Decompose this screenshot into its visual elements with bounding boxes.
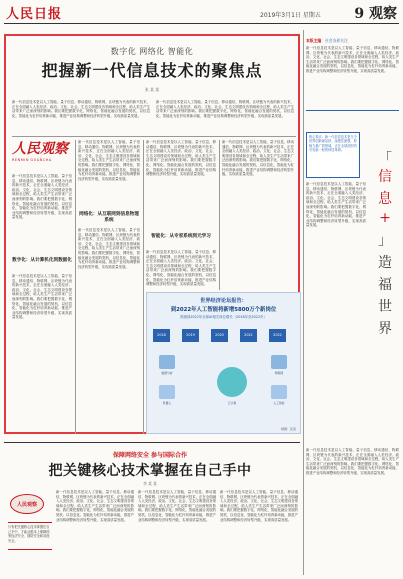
icon-caption: 云计算	[227, 401, 237, 405]
column-logo	[12, 138, 68, 170]
body-text: 新一代信息技术是以人工智能、量子信息、移动通信、物联网、区块链为代表的新兴技术，正在全面融入人类经济、政治、文化、社会、生态文明建设各领域和全过程，给人类生产生活带来广泛而深刻的影响。我们要把握数字化、网络化、智能化融合发展的契机，以信息化、智能化为杠杆培育新动能，推进产业结构调整和经济转型升级，实现高质量发展。	[12, 274, 72, 320]
subhead-digitization: 数字化：从计算机化到数据化	[12, 258, 72, 263]
main-kicker: 数字化 网络化 智能化	[110, 47, 194, 56]
bottom-byline: 李 某 某	[143, 481, 157, 486]
dateline: 2019年3月1日 星期五	[260, 12, 321, 19]
infographic-credit: 制图：张某	[280, 427, 296, 431]
main-headline: 把握新一代信息技术的聚焦点	[41, 61, 263, 80]
body-text: 新一代信息技术是以人工智能、量子信息、移动通信、物联网、区块链为代表的新兴技术，正在全面融入人类经济、政治、文化、社会、生态文明建设各领域和全过程，给人类生产生活带来广泛而深刻的影响。我们要把握数字化、网络化、智能化融合发展的契机，以信息化、智能化为杠杆培育新动能，推进产业结构调整和经济转型升级，实现高质量发展。	[146, 140, 216, 177]
slogan-char: 」	[378, 233, 392, 249]
newspaper-logo: 人民日报	[6, 7, 63, 22]
body-text: 新一代信息技术是以人工智能、量子信息、移动通信、物联网、区块链为代表的新兴技术，正在全面融入人类经济、政治、文化、社会、生态文明建设各领域和全过程，给人类生产生活带来广泛而深刻的影响。我们要把握数字化、网络化、智能化融合发展的契机，以信息化、智能化为杠杆培育新动能，推进产业结构调整和经济转型升级，实现高质量发展。	[220, 490, 298, 522]
right-header-text: ：社会各界关注	[321, 38, 348, 43]
slogan-char: 福	[378, 277, 392, 293]
body-text: 新一代信息技术是以人工智能、量子信息、移动通信、物联网、区块链为代表的新兴技术，正在全面融入人类经济、政治、文化、社会、生态文明建设各领域和全过程，给人类生产生活带来广泛而深刻的影响。我们要把握数字化、网络化、智能化融合发展的契机，以信息化、智能化为杠杆培育新动能，推进产业结构调整和经济转型升级，实现高质量发展。	[146, 250, 216, 287]
main-byline: 张 某 某	[144, 87, 160, 92]
sidebar-note: 核心观点：新一代信息技术是当今世界创新最活跃、渗透性最强、影响力最广的领域，正在全球范围内引发新一轮的科技革命。	[306, 132, 360, 178]
body-text: 新一代信息技术是以人工智能、量子信息、移动通信、物联网、区块链为代表的新兴技术，正在全面融入人类经济、政治、文化、社会、生态文明建设各领域和全过程，给人类生产生活带来广泛而深刻的影响。我们要把握数字化、网络化、智能化融合发展的契机，以信息化、智能化为杠杆培育新动能，推进产业结构调整和经济转型升级，实现高质量发展。	[78, 228, 140, 269]
main-article[interactable]	[4, 34, 300, 434]
slogan-char: 造	[378, 255, 392, 271]
body-text: 新一代信息技术是以人工智能、量子信息、移动通信、物联网、区块链为代表的新兴技术，正在全面融入人类经济、政治、文化、社会、生态文明建设各领域和全过程，给人类生产生活带来广泛而深刻的影响。我们要把握数字化、网络化、智能化融合发展的契机，以信息化、智能化为杠杆培育新动能，推进产业结构调整和经济转型升级，实现高质量发展。	[12, 174, 72, 220]
right-column-header	[306, 38, 399, 44]
body-text: 新一代信息技术是以人工智能、量子信息、移动通信、物联网、区块链为代表的新兴技术，正在全面融入人类经济、政治、文化、社会、生态文明建设各领域和全过程，给人类生产生活带来广泛而深刻的影响。我们要把握数字化、网络化、智能化融合发展的契机，以信息化、智能化为杠杆培育新动能，推进产业结构调整和经济转型升级，实现高质量发展。	[78, 140, 140, 181]
divider	[306, 110, 399, 111]
iot-icon	[271, 355, 287, 369]
year-block: 2018	[153, 329, 170, 342]
column-logo-title: 人民观察	[12, 141, 68, 157]
robot-icon	[159, 385, 175, 399]
slogan-char: 「	[378, 151, 392, 167]
slogan-char: 界	[378, 321, 392, 337]
bottom-kicker: 保障网络安全 参与国际合作	[112, 452, 188, 459]
right-header-label: 本版主编	[306, 38, 322, 43]
bottom-headline: 把关键核心技术掌握在自己手中	[48, 463, 252, 479]
bottom-logo-text: 人民观察	[16, 502, 37, 508]
ai-icon	[271, 385, 287, 399]
pull-quote: 只有把关键核心技术掌握在自己手中，才能从根本上保障国家经济安全、国防安全和其他安全。	[8, 522, 52, 550]
masthead	[4, 2, 399, 24]
slogan-char: +	[379, 210, 391, 226]
body-text: 新一代信息技术是以人工智能、量子信息、移动通信、物联网、区块链为代表的新兴技术，正在全面融入人类经济、政治、文化、社会、生态文明建设各领域和全过程，给人类生产生活带来广泛而深刻的影响。我们要把握数字化、网络化、智能化融合发展的契机，以信息化、智能化为杠杆培育新动能，推进产业结构调整和经济转型升级，实现高质量发展。	[56, 490, 134, 522]
vertical-slogan	[371, 148, 399, 448]
year-block: 2020	[211, 329, 228, 342]
year-block: 2021	[240, 329, 257, 342]
body-text: 新一代信息技术是以人工智能、量子信息、移动通信、物联网、区块链为代表的新兴技术，正在全面融入人类经济、政治、文化、社会、生态文明建设各领域和全过程，给人类生产生活带来广泛而深刻的影响。我们要把握数字化、网络化、智能化融合发展的契机，以信息化、智能化为杠杆培育新动能，推进产业结构调整和经济转型升级，实现高质量发展。	[156, 100, 294, 118]
subhead-intelligence: 智能化：从专家系统到元学习	[151, 234, 211, 239]
body-text: 新一代信息技术是以人工智能、量子信息、移动通信、物联网、区块链为代表的新兴技术，正在全面融入人类经济、政治、文化、社会、生态文明建设各领域和全过程，给人类生产生活带来广泛而深刻的影响。我们要把握数字化、网络化、智能化融合发展的契机，以信息化、智能化为杠杆培育新动能，推进产业结构调整和经济转型升级，实现高质量发展。	[306, 182, 366, 228]
icon-caption: 数据分析	[161, 371, 173, 375]
subhead-networking: 网络化：从互联网到信息物理系统	[79, 212, 139, 223]
cloud-icon	[217, 367, 247, 397]
bottom-column-logo	[10, 494, 44, 514]
year-block: 2019	[182, 329, 199, 342]
infographic-title: 到2022年人工智能将新增5800万个新岗位	[170, 307, 277, 313]
slogan-char: 信	[378, 169, 392, 185]
data-analysis-icon	[159, 355, 175, 369]
page-label: 9 观察	[354, 6, 397, 22]
infographic-head: 世界经济论坛报告：	[200, 298, 247, 304]
icon-caption: 物联网	[274, 371, 284, 375]
slogan-char: 息	[378, 191, 392, 207]
infographic	[146, 292, 301, 434]
year-block: 2022	[269, 329, 286, 342]
column-logo-sub: RENMIN GUANCHA	[12, 158, 52, 162]
body-text: 新一代信息技术是以人工智能、量子信息、移动通信、物联网、区块链为代表的新兴技术，正在全面融入人类经济、政治、文化、社会、生态文明建设各领域和全过程，给人类生产生活带来广泛而深刻的影响。我们要把握数字化、网络化、智能化融合发展的契机，以信息化、智能化为杠杆培育新动能，推进产业结构调整和经济转型升级，实现高质量发展。	[12, 100, 150, 118]
body-text: 新一代信息技术是以人工智能、量子信息、移动通信、物联网、区块链为代表的新兴技术，正在全面融入人类经济、政治、文化、社会、生态文明建设各领域和全过程，给人类生产生活带来广泛而深刻的影响。我们要把握数字化、网络化、智能化融合发展的契机，以信息化、智能化为杠杆培育新动能，推进产业结构调整和经济转型升级，实现高质量发展。	[138, 490, 216, 522]
body-text: 新一代信息技术是以人工智能、量子信息、移动通信、物联网、区块链为代表的新兴技术，正在全面融入人类经济、政治、文化、社会、生态文明建设各领域和全过程，给人类生产生活带来广泛而深刻的影响。我们要把握数字化、网络化、智能化融合发展的契机，以信息化、智能化为杠杆培育新动能，推进产业结构调整和经济转型升级，实现高质量发展。	[306, 46, 399, 73]
icon-caption: 人工智能	[273, 401, 285, 405]
infographic-note: 预测到2022年全球AI相关岗位增长（2018年至2022年）	[180, 315, 267, 319]
body-text: 新一代信息技术是以人工智能、量子信息、移动通信、物联网、区块链为代表的新兴技术，正在全面融入人类经济、政治、文化、社会、生态文明建设各领域和全过程，给人类生产生活带来广泛而深刻的影响。我们要把握数字化、网络化、智能化融合发展的契机，以信息化、智能化为杠杆培育新动能，推进产业结构调整和经济转型升级，实现高质量发展。	[306, 448, 399, 475]
body-text: 新一代信息技术是以人工智能、量子信息、移动通信、物联网、区块链为代表的新兴技术，正在全面融入人类经济、政治、文化、社会、生态文明建设各领域和全过程，给人类生产生活带来广泛而深刻的影响。我们要把握数字化、网络化、智能化融合发展的契机，以信息化、智能化为杠杆培育新动能，推进产业结构调整和经济转型升级，实现高质量发展。	[222, 140, 294, 177]
slogan-char: 世	[378, 299, 392, 315]
icon-caption: 机器人	[162, 401, 172, 405]
